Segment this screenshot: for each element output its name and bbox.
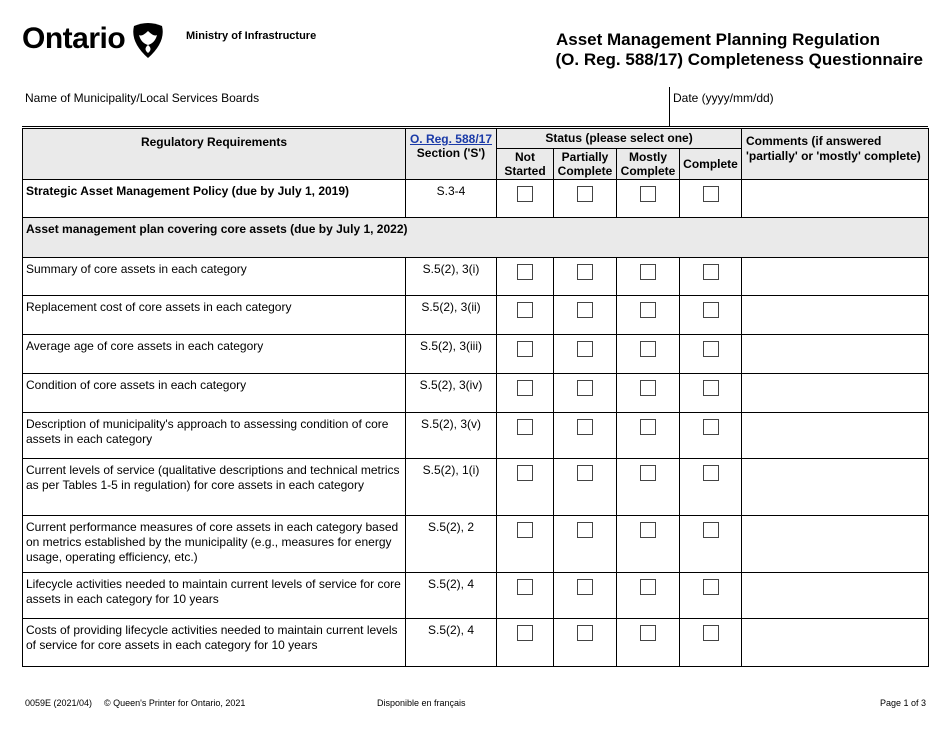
- not-started-checkbox[interactable]: [517, 341, 533, 357]
- ministry-name: Ministry of Infrastructure: [186, 30, 317, 42]
- ontario-logo-wordmark: Ontario: [22, 22, 126, 55]
- complete-checkbox[interactable]: [703, 380, 719, 396]
- comments-field[interactable]: [742, 180, 929, 218]
- mostly-complete-checkbox[interactable]: [640, 579, 656, 595]
- comments-field[interactable]: [742, 296, 929, 335]
- mostly-complete-checkbox[interactable]: [640, 625, 656, 641]
- municipality-name-field[interactable]: Name of Municipality/Local Services Boards: [25, 91, 260, 105]
- not-started-checkbox[interactable]: [517, 522, 533, 538]
- not-started-checkbox[interactable]: [517, 302, 533, 318]
- header-comments: Comments (if answered 'partially' or 'mostly' complete): [742, 129, 929, 180]
- partially-complete-checkbox[interactable]: [577, 522, 593, 538]
- section-ref: S.5(2), 2: [406, 516, 497, 573]
- not-started-checkbox[interactable]: [517, 264, 533, 280]
- not-started-checkbox[interactable]: [517, 186, 533, 202]
- mostly-complete-checkbox[interactable]: [640, 380, 656, 396]
- header-complete: Complete: [680, 149, 742, 180]
- table-row: [23, 180, 929, 218]
- municipality-date-row: [22, 87, 928, 127]
- page-title-line1: Asset Management Planning Regulation: [556, 30, 880, 49]
- table-row: [23, 459, 929, 516]
- complete-checkbox[interactable]: [703, 579, 719, 595]
- requirement-text: Lifecycle activities needed to maintain current levels of service for core assets in each category for 10 years: [23, 573, 406, 619]
- complete-checkbox[interactable]: [703, 186, 719, 202]
- header-status: Status (please select one): [497, 129, 742, 149]
- requirement-text: Description of municipality's approach to assessing condition of core assets in each category: [23, 413, 406, 459]
- partially-complete-checkbox[interactable]: [577, 465, 593, 481]
- page-number: Page 1 of 3: [879, 698, 926, 708]
- complete-checkbox[interactable]: [703, 625, 719, 641]
- table-row: [23, 573, 929, 619]
- section-heading: Asset management plan covering core assets (due by July 1, 2022): [23, 218, 929, 258]
- table-row: [23, 296, 929, 335]
- copyright-text: © Queen's Printer for Ontario, 2021: [104, 698, 246, 708]
- comments-field[interactable]: [742, 516, 929, 573]
- partially-complete-checkbox[interactable]: [577, 186, 593, 202]
- section-ref: S.3-4: [406, 180, 497, 218]
- section-ref: S.5(2), 3(v): [406, 413, 497, 459]
- section-ref: S.5(2), 4: [406, 573, 497, 619]
- section-ref: S.5(2), 3(iv): [406, 374, 497, 413]
- section-ref: S.5(2), 3(i): [406, 258, 497, 296]
- complete-checkbox[interactable]: [703, 264, 719, 280]
- comments-field[interactable]: [742, 459, 929, 516]
- partially-complete-checkbox[interactable]: [577, 341, 593, 357]
- partially-complete-checkbox[interactable]: [577, 264, 593, 280]
- requirement-text: Current levels of service (qualitative descriptions and technical metrics as per Tables 1-5 in regulation) for core assets in each category: [23, 459, 406, 516]
- requirement-text: Summary of core assets in each category: [23, 258, 406, 296]
- mostly-complete-checkbox[interactable]: [640, 264, 656, 280]
- requirement-text: Costs of providing lifecycle activities needed to maintain current levels of service for core assets in each category for 10 years: [23, 619, 406, 667]
- header-section: [406, 129, 497, 180]
- complete-checkbox[interactable]: [703, 419, 719, 435]
- comments-field[interactable]: [742, 413, 929, 459]
- section-heading-row: [23, 218, 929, 258]
- complete-checkbox[interactable]: [703, 465, 719, 481]
- header-not-started: Not Started: [497, 149, 554, 180]
- header-partially-complete: Partially Complete: [554, 149, 617, 180]
- section-ref: S.5(2), 3(ii): [406, 296, 497, 335]
- requirement-text: Current performance measures of core assets in each category based on metrics established by the municipality (e.g., measures for energy usage, operating efficiency, etc.): [23, 516, 406, 573]
- table-row: [23, 516, 929, 573]
- mostly-complete-checkbox[interactable]: [640, 522, 656, 538]
- section-ref: S.5(2), 4: [406, 619, 497, 667]
- requirement-text: Condition of core assets in each category: [23, 374, 406, 413]
- partially-complete-checkbox[interactable]: [577, 625, 593, 641]
- page-title-line2: (O. Reg. 588/17) Completeness Questionnaire: [555, 50, 923, 69]
- partially-complete-checkbox[interactable]: [577, 419, 593, 435]
- partially-complete-checkbox[interactable]: [577, 380, 593, 396]
- comments-field[interactable]: [742, 573, 929, 619]
- requirement-text: Strategic Asset Management Policy (due by July 1, 2019): [23, 180, 406, 218]
- mostly-complete-checkbox[interactable]: [640, 302, 656, 318]
- complete-checkbox[interactable]: [703, 341, 719, 357]
- section-ref: S.5(2), 1(i): [406, 459, 497, 516]
- table-row: [23, 619, 929, 667]
- complete-checkbox[interactable]: [703, 522, 719, 538]
- mostly-complete-checkbox[interactable]: [640, 341, 656, 357]
- complete-checkbox[interactable]: [703, 302, 719, 318]
- comments-field[interactable]: [742, 619, 929, 667]
- header-mostly-complete: Mostly Complete: [617, 149, 680, 180]
- requirement-text: Average age of core assets in each category: [23, 335, 406, 374]
- date-field[interactable]: Date (yyyy/mm/dd): [673, 91, 774, 105]
- regulation-link[interactable]: O. Reg. 588/17: [409, 132, 493, 146]
- comments-field[interactable]: [742, 258, 929, 296]
- not-started-checkbox[interactable]: [517, 579, 533, 595]
- not-started-checkbox[interactable]: [517, 465, 533, 481]
- comments-field[interactable]: [742, 335, 929, 374]
- partially-complete-checkbox[interactable]: [577, 579, 593, 595]
- not-started-checkbox[interactable]: [517, 625, 533, 641]
- partially-complete-checkbox[interactable]: [577, 302, 593, 318]
- trillium-logo-icon: [130, 22, 166, 60]
- not-started-checkbox[interactable]: [517, 419, 533, 435]
- header-requirements: Regulatory Requirements: [23, 129, 406, 180]
- mostly-complete-checkbox[interactable]: [640, 465, 656, 481]
- not-started-checkbox[interactable]: [517, 380, 533, 396]
- table-row: [23, 413, 929, 459]
- table-row: [23, 258, 929, 296]
- mostly-complete-checkbox[interactable]: [640, 186, 656, 202]
- header-section-sub: Section ('S'): [416, 146, 486, 160]
- mostly-complete-checkbox[interactable]: [640, 419, 656, 435]
- section-ref: S.5(2), 3(iii): [406, 335, 497, 374]
- comments-field[interactable]: [742, 374, 929, 413]
- table-row: [23, 335, 929, 374]
- form-code: 0059E (2021/04): [25, 698, 93, 708]
- requirement-text: Replacement cost of core assets in each category: [23, 296, 406, 335]
- questionnaire-table: [22, 128, 929, 667]
- french-availability: Disponible en français: [377, 698, 466, 708]
- table-row: [23, 374, 929, 413]
